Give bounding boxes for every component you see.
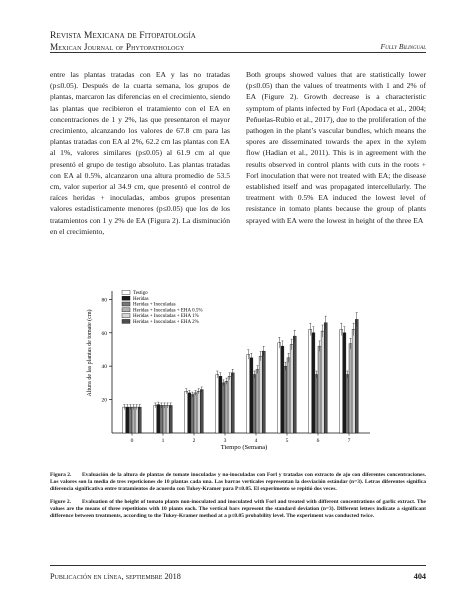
right-column (246, 69, 426, 226)
legend-label: Heridas + Inoculadas + EHA 2% (133, 320, 199, 325)
caption-label-es: Figura 2. (50, 472, 72, 478)
legend-label: Heridas + Inoculadas (133, 302, 176, 308)
caption-text-es: Evaluación de la altura de plantas de tomate inoculadas y no-inoculadas con Forl y tratadas con extracto de ajo con diferentes concentraciones. Los valores son la media de tres repeticiones de 10 plantas cada una. Las barras verticales representan la desviación estándar (n=3). Letras diferentes significa diferencia significativa entre tratamientos de acuerdo con Tukey-Kramer para P≤0.05. El experimento se repitió dos veces. (50, 472, 426, 492)
bar (200, 390, 203, 433)
publication-date: Publicación en línea, septiembre 2018 (50, 572, 181, 581)
bar (309, 329, 312, 433)
header-rule (50, 52, 426, 53)
legend-swatch (122, 296, 130, 300)
x-tick-label: 4 (254, 438, 258, 444)
page-number: 404 (413, 572, 426, 581)
right-column-text: Both groups showed values that are statistically lower (p≤0.05) than the values of treatments with 1 and 2% of EA (Figure 2). Growth decrease is a characteristic symptom of plants infected by Forl (Apodaca et al., 2004; Peñuelas-Rubio et al., 2017), due to the proliferation of the pathogen in the plant’s vascular bundles, which means the spores are disseminated towards the apex in the xylem flow (Hadian et al., 2011). This is in agreement with the results observed in control plants with cuts in the roots + Forl inoculation that were not treated with EA; the disease established itself and was propagated intercellularly. The treatment with 0.5% EA induced the lowest level of resistance in tomato plants because the group of plants sprayed with EA were the lowest in height of the three EA (246, 70, 426, 225)
bar (315, 375, 318, 433)
bar (340, 329, 343, 433)
bar (138, 407, 141, 433)
figure-caption-es (50, 472, 426, 493)
bar (163, 405, 166, 433)
legend-swatch (122, 302, 130, 306)
bar (355, 319, 358, 433)
bar (219, 376, 222, 433)
bar (129, 407, 132, 433)
x-tick-label: 5 (285, 438, 289, 444)
x-tick-label: 0 (130, 438, 134, 444)
bar (262, 351, 265, 433)
bar (123, 407, 126, 433)
bar (228, 376, 231, 433)
legend-swatch (122, 314, 130, 318)
x-tick-label: 2 (192, 438, 196, 444)
bar (259, 356, 262, 433)
bar (135, 407, 138, 433)
x-axis-label: Tiempo (Semana) (220, 444, 268, 451)
bar (216, 375, 219, 433)
bar (287, 358, 290, 433)
legend-label: Heridas + Inoculadas + EHA 1% (133, 314, 199, 320)
bar (197, 391, 200, 433)
bar (312, 333, 315, 433)
bar (293, 336, 296, 433)
bar (132, 407, 135, 433)
legend-label: Heridas (133, 296, 149, 302)
footer-rule (50, 565, 426, 566)
legend-swatch (122, 319, 130, 323)
bar (352, 329, 355, 433)
bar (160, 405, 163, 433)
x-tick-label: 7 (347, 438, 351, 444)
bar (343, 333, 346, 433)
bar (188, 393, 191, 433)
bar (191, 395, 194, 433)
legend-label: Testigo (133, 291, 148, 296)
bar (154, 405, 157, 433)
y-tick-label: 20 (101, 397, 107, 404)
journal-title-en: Mexican Journal of Phytopathology (50, 41, 185, 52)
bar (166, 405, 169, 433)
bar (318, 346, 321, 433)
journal-header (50, 31, 310, 52)
caption-text-en: Evaluation of the height of tomato plants non-inoculated and inoculated with Forl and treated with different concentrations of garlic extract. The values are the means of three repetitions with 10 plants each. The vertical bars represent the standard deviation (n=3). Different letters indicate a significant difference between treatments, according to the Tukey-Kramer method at a p≤0.05 probability level. The experiment was conducted twice. (50, 499, 426, 519)
legend-swatch (122, 290, 130, 294)
caption-label-en: Figure 2. (50, 499, 71, 505)
x-tick-label: 6 (316, 438, 320, 444)
bilingual-badge: Fully Bilingual (380, 42, 426, 51)
left-column (50, 69, 230, 237)
legend-swatch (122, 308, 130, 312)
bar (349, 344, 352, 433)
bar (284, 366, 287, 433)
bar (253, 375, 256, 433)
x-tick-label: 1 (161, 438, 165, 444)
legend-label: Heridas + Inoculadas + EHA 0.5% (133, 308, 203, 314)
y-tick-label: 60 (101, 330, 107, 337)
journal-title-es: Revista Mexicana de Fitopatología (50, 30, 196, 41)
bar (169, 405, 172, 433)
bar (324, 323, 327, 433)
bar (278, 343, 281, 433)
left-column-text: entre las plantas tratadas con EA y las no tratadas (p≤0.05). Después de la cuarta semana, los grupos de plantas, marcaron las diferencias en el crecimiento, siendo las plantas que recibieron el tratamiento con el EA en concentraciones de 1 y 2%, las que presentaron el mayor crecimiento, alcanzando los valores de 67.8 cm para las plantas tratadas con EA al 2%, 62.2 cm las plantas con EA al 1%, valores similares (p≤0.05) al 61.9 cm al que presentó el grupo de testigo absoluto. Las plantas tratadas con EA al 0.5%, alcanzaron una altura promedio de 53.5 cm, valor superior al 34.9 cm, que presentó el control de raíces heridas + inoculadas, ambos grupos presentan valores estadísticamente menores (p≤0.05) que los de los tratamientos con 1 y 2% de EA (Figura 2). La disminución en el crecimiento, (50, 70, 230, 236)
y-axis-label: Altura de las plantas de tomate (cm) (87, 309, 93, 397)
bar (247, 354, 250, 433)
x-tick-label: 3 (223, 438, 227, 444)
bar (346, 375, 349, 433)
bar (194, 393, 197, 433)
bar (126, 407, 129, 433)
figure-2 (82, 287, 377, 453)
bar (185, 391, 188, 433)
bar (157, 405, 160, 433)
figure-caption-en (50, 499, 426, 520)
bar (250, 358, 253, 433)
y-tick-label: 80 (101, 297, 107, 304)
bar (281, 346, 284, 433)
bar (225, 381, 228, 433)
bar (231, 373, 234, 433)
bar-chart (82, 287, 377, 453)
bar (256, 370, 259, 433)
bar (290, 344, 293, 433)
bar (321, 331, 324, 433)
bar (222, 383, 225, 433)
y-tick-label: 40 (101, 364, 107, 371)
